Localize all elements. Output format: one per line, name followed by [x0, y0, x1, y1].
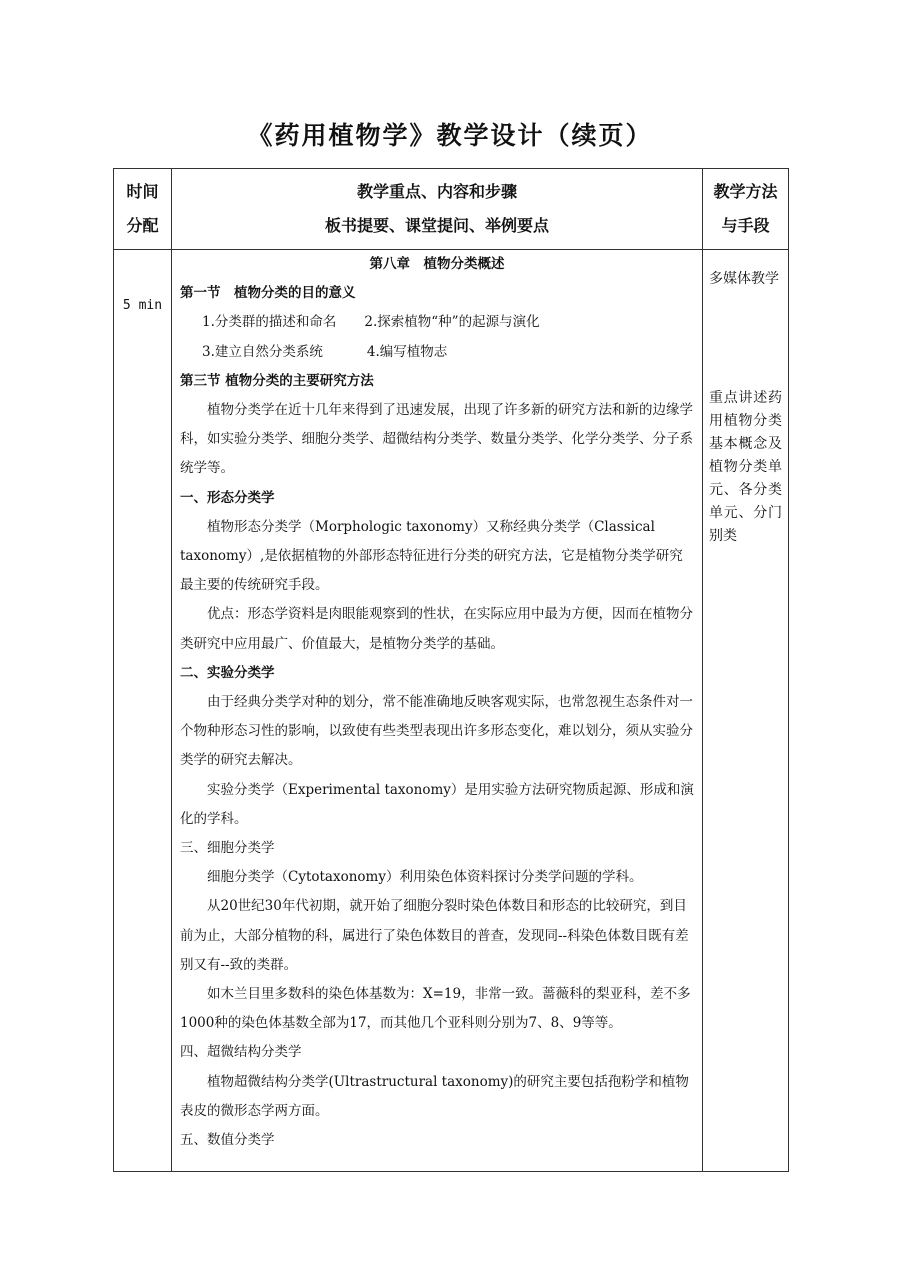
method-multimedia: 多媒体教学	[709, 271, 779, 287]
teaching-method	[703, 250, 789, 1172]
section-1-heading: 第一节 植物分类的目的意义	[180, 285, 356, 302]
paragraph: 由于经典分类学对种的划分，常不能准确地反映客观实际，也常忽视生态条件对一个物种形态习性的影响，以致使有些类型表现出许多形态变化，难以划分，须从实验分类学的研究去解决。	[180, 694, 693, 769]
subheading-ultrastructural: 四、超微结构分类学	[180, 1044, 302, 1061]
subheading-numerical: 五、数值分类学	[180, 1132, 275, 1149]
section-1-items-line2	[180, 338, 694, 367]
method-header-line1: 教学方法	[713, 182, 778, 201]
content-header	[172, 169, 703, 250]
section-1-items-line1	[180, 308, 694, 337]
list-item: 3.建立自然分类系统	[202, 343, 323, 360]
list-item: 4.编写植物志	[366, 343, 448, 360]
table-header-row	[114, 169, 789, 250]
document-title: 《药用植物学》教学设计（续页）	[247, 121, 653, 150]
content-header-line2: 板书提要、课堂提问、举例要点	[324, 216, 549, 235]
lesson-content	[172, 250, 703, 1172]
subheading-experimental: 二、实验分类学	[180, 664, 275, 681]
method-header	[703, 169, 789, 250]
chapter-heading: 第八章 植物分类概述	[369, 256, 505, 272]
time-allocation: 5 min	[114, 250, 172, 1172]
paragraph: 细胞分类学（Cytotaxonomy）利用染色体资料探讨分类学问题的学科。	[207, 869, 643, 886]
paragraph: 优点：形态学资料是肉眼能观察到的性状，在实际应用中最为方便，因而在植物分类研究中应用最广、价值最大，是植物分类学的基础。	[180, 606, 693, 652]
method-key-points: 重点讲述药用植物分类基本概念及植物分类单元、各分类单元、分门别类	[709, 390, 782, 544]
list-item: 2.探索植物“种”的起源与演化	[364, 314, 540, 331]
paragraph: 如木兰目里多数科的染色体基数为：X=19，非常一致。蔷薇科的梨亚科，差不多1000种的染色体基数全部为17，而其他几个亚科则分别为7、8、9等等。	[180, 986, 691, 1032]
time-header-line1: 时间	[126, 182, 159, 201]
lesson-plan-table	[113, 168, 789, 1172]
paragraph: 植物形态分类学（Morphologic taxonomy）又称经典分类学（Classical taxonomy）,是依据植物的外部形态特征进行分类的研究方法，它是植物分类学研究最主要的传统研究手段。	[180, 518, 683, 594]
section-3-heading: 第三节 植物分类的主要研究方法	[180, 372, 374, 389]
paragraph: 植物分类学在近十几年来得到了迅速发展，出现了许多新的研究方法和新的边缘学科，如实验分类学、细胞分类学、超微结构分类学、数量分类学、化学分类学、分子系统学等。	[180, 402, 693, 477]
time-header-line2: 分配	[126, 216, 159, 235]
time-header	[114, 169, 172, 250]
subheading-morphology: 一、形态分类学	[180, 489, 275, 506]
content-header-line1: 教学重点、内容和步骤	[356, 182, 517, 201]
method-header-line2: 与手段	[721, 216, 770, 235]
paragraph: 从20世纪30年代初期，就开始了细胞分裂时染色体数目和形态的比较研究，到目前为止，大部分植物的科，属进行了染色体数目的普查，发现同--科染色体数目既有差别又有--致的类群。	[180, 898, 689, 973]
list-item: 1.分类群的描述和命名	[202, 314, 337, 331]
subheading-cytotaxonomy: 三、细胞分类学	[180, 840, 275, 857]
paragraph: 实验分类学（Experimental taxonomy）是用实验方法研究物质起源、形成和演化的学科。	[180, 781, 694, 827]
table-row	[114, 250, 789, 1172]
paragraph: 植物超微结构分类学(Ultrastructural taxonomy)的研究主要包括孢粉学和植物表皮的微形态学两方面。	[180, 1073, 689, 1119]
